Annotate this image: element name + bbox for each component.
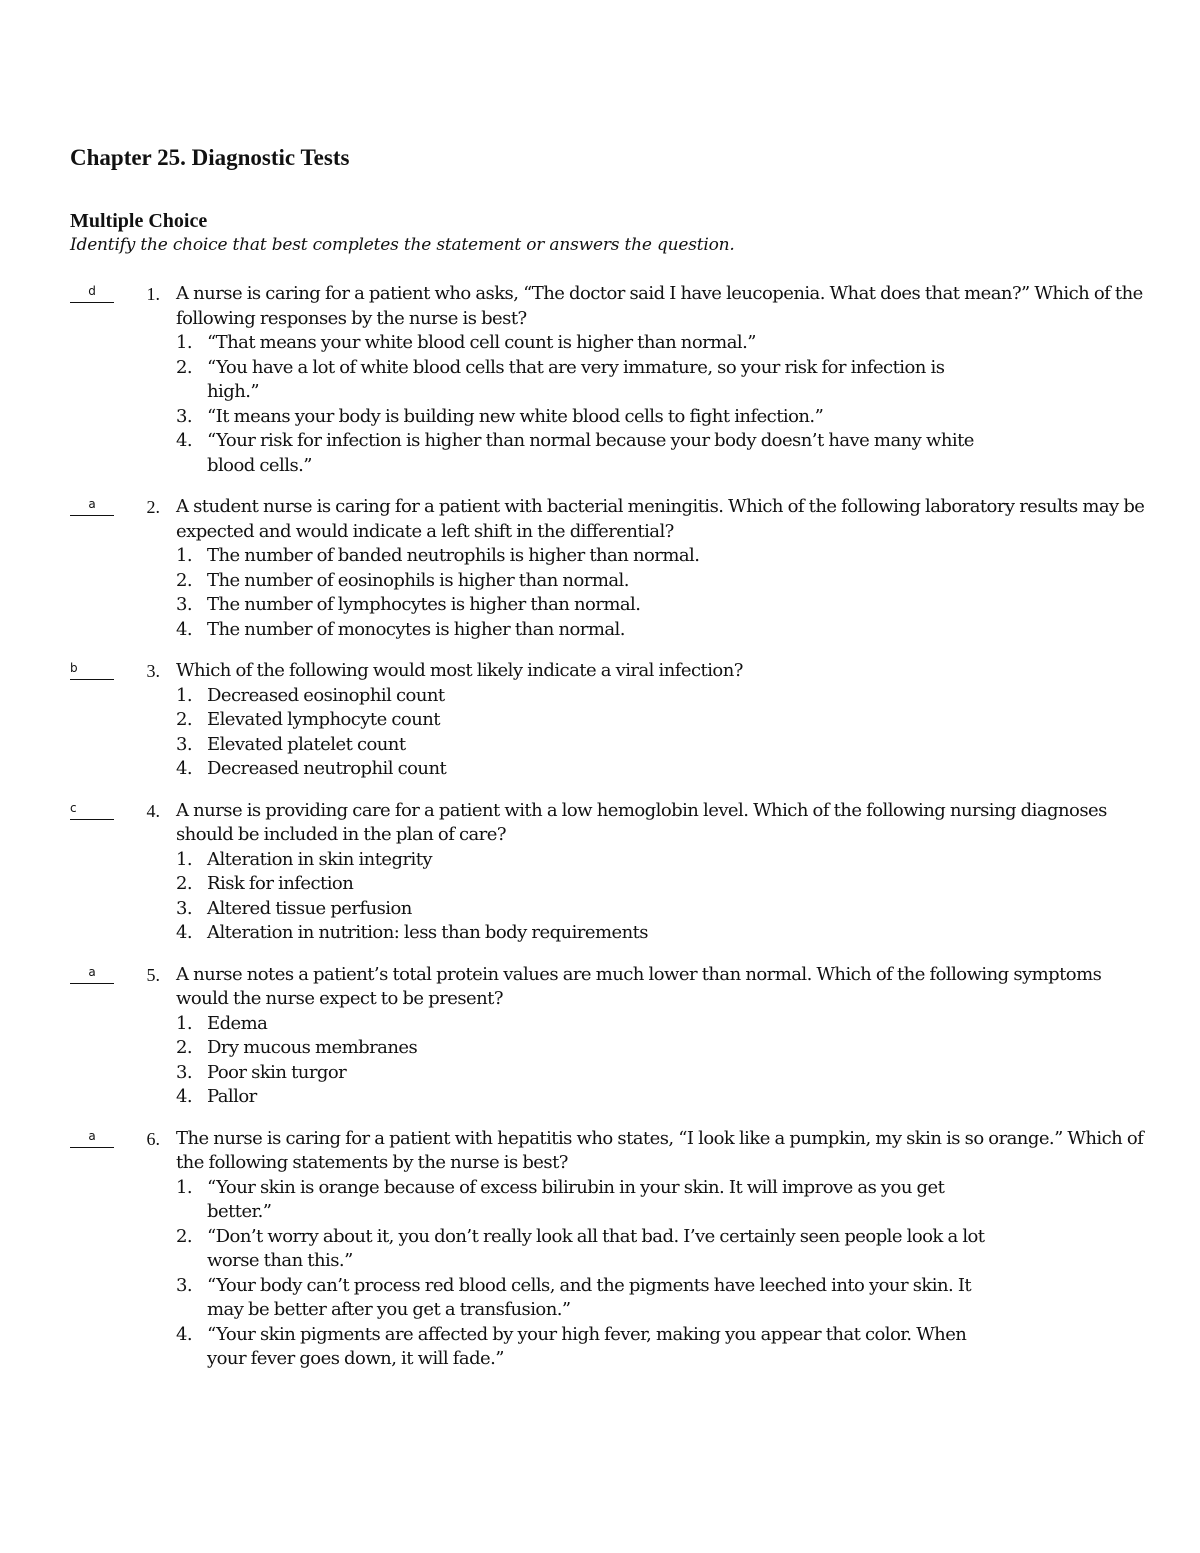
question-number: 4. bbox=[146, 800, 160, 821]
choice-item bbox=[176, 593, 1150, 618]
choice-number: 3. bbox=[176, 405, 193, 427]
question-5 bbox=[70, 963, 1150, 1110]
choice-text: Altered tissue perfusion bbox=[207, 897, 412, 919]
choice-item bbox=[176, 569, 1150, 594]
choice-list bbox=[176, 1176, 1150, 1372]
choice-item bbox=[176, 708, 1150, 733]
question-stem: A student nurse is caring for a patient with bacterial meningitis. Which of the following laboratory results may be expected and would indicate a left shift in the differential? bbox=[176, 496, 1145, 542]
answer-blank: a bbox=[70, 1129, 114, 1148]
question-number: 2. bbox=[146, 497, 160, 517]
choice-text: The number of banded neutrophils is higher than normal. bbox=[207, 545, 700, 566]
choice-text: Poor skin turgor bbox=[207, 1061, 347, 1083]
choice-item bbox=[176, 1225, 1150, 1274]
choice-text: “It means your body is building new white blood cells to fight infection.” bbox=[207, 405, 824, 427]
choice-list bbox=[176, 848, 1150, 946]
question-4 bbox=[70, 799, 1150, 946]
choice-item bbox=[176, 1085, 1150, 1110]
choice-item bbox=[176, 1012, 1150, 1037]
section-title: Multiple Choice bbox=[70, 210, 208, 232]
choice-item bbox=[176, 921, 1150, 946]
choice-number: 3. bbox=[176, 897, 193, 919]
choice-item bbox=[176, 331, 1150, 356]
answer-blank: d bbox=[70, 284, 114, 303]
choice-text: Alteration in skin integrity bbox=[207, 848, 433, 870]
question-stem: A nurse is providing care for a patient with a low hemoglobin level. Which of the following nursing diagnoses should be included in the plan of care? bbox=[176, 799, 1107, 845]
question-body bbox=[176, 1127, 1150, 1372]
question-number: 6. bbox=[146, 1128, 160, 1149]
question-stem: The nurse is caring for a patient with hepatitis who states, “I look like a pumpkin, my skin is so orange.” Which of the following statements by the nurse is best? bbox=[176, 1127, 1144, 1173]
choice-number: 4. bbox=[176, 922, 193, 943]
question-number: 5. bbox=[146, 964, 160, 985]
choice-text: Decreased eosinophil count bbox=[207, 684, 445, 706]
choice-number: 2. bbox=[176, 1225, 193, 1247]
choice-item bbox=[176, 848, 1150, 873]
question-number: 1. bbox=[146, 284, 160, 304]
question-stem: Which of the following would most likely indicate a viral infection? bbox=[176, 660, 743, 681]
question-stem: A nurse notes a patient’s total protein values are much lower than normal. Which of the following symptoms would the nurse expect to be present? bbox=[176, 963, 1102, 1009]
choice-number: 1. bbox=[176, 684, 193, 706]
choice-number: 2. bbox=[176, 1037, 193, 1058]
question-body bbox=[176, 659, 1150, 782]
choice-text: Decreased neutrophil count bbox=[207, 758, 447, 779]
choice-item bbox=[176, 1036, 1150, 1061]
choice-text: Pallor bbox=[207, 1086, 257, 1107]
choice-list bbox=[176, 684, 1150, 782]
choice-text: Alteration in nutrition: less than body requirements bbox=[207, 922, 648, 943]
question-6 bbox=[70, 1127, 1150, 1372]
document-content bbox=[70, 142, 1150, 1389]
choice-item bbox=[176, 897, 1150, 922]
choice-list bbox=[176, 331, 1150, 478]
choice-text: “You have a lot of white blood cells that are very immature, so your risk for infection is high.” bbox=[207, 356, 945, 402]
choice-number: 2. bbox=[176, 709, 193, 730]
choice-text: Elevated platelet count bbox=[207, 733, 406, 755]
choice-text: The number of eosinophils is higher than normal. bbox=[207, 569, 629, 591]
question-body bbox=[176, 963, 1150, 1110]
choice-text: Risk for infection bbox=[207, 873, 354, 894]
choice-number: 4. bbox=[176, 430, 193, 451]
choice-list bbox=[176, 1012, 1150, 1110]
choice-item bbox=[176, 684, 1150, 709]
instructions: Identify the choice that best completes the statement or answers the question. bbox=[70, 235, 735, 255]
choice-text: “Your body can’t process red blood cells, and the pigments have leeched into your skin. It may be better after you get a transfusion.” bbox=[207, 1274, 972, 1320]
choice-number: 3. bbox=[176, 594, 193, 615]
choice-text: “Don’t worry about it, you don’t really look all that bad. I’ve certainly seen people look a lot worse than this.” bbox=[207, 1225, 985, 1271]
question-number: 3. bbox=[146, 661, 160, 681]
choice-number: 2. bbox=[176, 356, 193, 378]
choice-text: The number of monocytes is higher than normal. bbox=[207, 618, 625, 640]
choice-number: 1. bbox=[176, 332, 193, 353]
question-2 bbox=[70, 495, 1150, 642]
choice-number: 4. bbox=[176, 618, 193, 640]
choice-item bbox=[176, 405, 1150, 430]
choice-item bbox=[176, 1274, 1150, 1323]
choice-item bbox=[176, 544, 1150, 569]
question-body bbox=[176, 495, 1150, 642]
question-3 bbox=[70, 659, 1150, 782]
choice-number: 1. bbox=[176, 848, 193, 870]
question-body bbox=[176, 799, 1150, 946]
answer-blank: a bbox=[70, 965, 114, 984]
choice-number: 4. bbox=[176, 758, 193, 779]
choice-number: 3. bbox=[176, 733, 193, 755]
question-body bbox=[176, 282, 1150, 478]
choice-text: “Your risk for infection is higher than normal because your body doesn’t have many white blood cells.” bbox=[207, 430, 974, 476]
choice-number: 3. bbox=[176, 1061, 193, 1083]
choice-number: 1. bbox=[176, 1012, 193, 1034]
choice-list bbox=[176, 544, 1150, 642]
question-stem: A nurse is caring for a patient who asks, “The doctor said I have leucopenia. What does that mean?” Which of the following responses by the nurse is best? bbox=[176, 283, 1143, 329]
choice-number: 3. bbox=[176, 1274, 193, 1296]
answer-blank: b bbox=[70, 661, 114, 680]
chapter-title: Chapter 25. Diagnostic Tests bbox=[70, 145, 350, 170]
choice-number: 2. bbox=[176, 569, 193, 591]
choice-text: The number of lymphocytes is higher than normal. bbox=[207, 594, 641, 615]
answer-blank: a bbox=[70, 497, 114, 516]
choice-item bbox=[176, 356, 1150, 405]
choice-text: “Your skin is orange because of excess bilirubin in your skin. It will improve as you get better.” bbox=[207, 1176, 945, 1222]
choice-number: 4. bbox=[176, 1323, 193, 1345]
choice-item bbox=[176, 1061, 1150, 1086]
choice-text: Dry mucous membranes bbox=[207, 1037, 418, 1058]
question-1 bbox=[70, 282, 1150, 478]
choice-number: 2. bbox=[176, 873, 193, 894]
choice-text: “That means your white blood cell count is higher than normal.” bbox=[207, 332, 756, 353]
question-list bbox=[70, 282, 1150, 1372]
choice-item bbox=[176, 618, 1150, 643]
choice-item bbox=[176, 733, 1150, 758]
answer-blank: c bbox=[70, 801, 114, 820]
choice-number: 4. bbox=[176, 1086, 193, 1107]
choice-text: Edema bbox=[207, 1012, 268, 1034]
choice-number: 1. bbox=[176, 545, 193, 566]
choice-item bbox=[176, 1176, 1150, 1225]
choice-number: 1. bbox=[176, 1176, 193, 1198]
choice-item bbox=[176, 1323, 1150, 1372]
choice-item bbox=[176, 757, 1150, 782]
choice-text: Elevated lymphocyte count bbox=[207, 709, 440, 730]
choice-item bbox=[176, 429, 1150, 478]
choice-item bbox=[176, 872, 1150, 897]
choice-text: “Your skin pigments are affected by your high fever, making you appear that color. When your fever goes down, it will fade.” bbox=[207, 1323, 967, 1369]
